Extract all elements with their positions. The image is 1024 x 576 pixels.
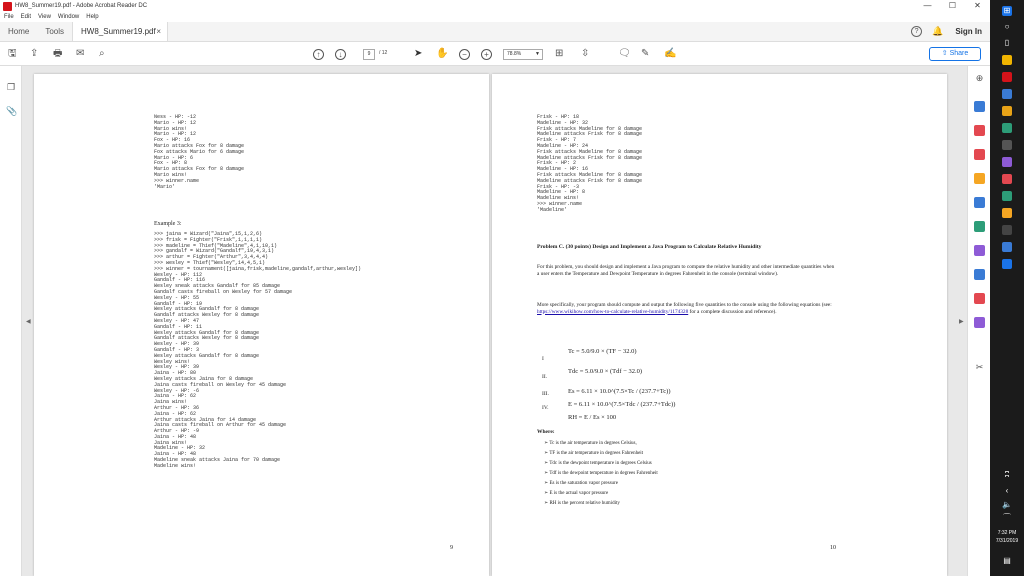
page-number-input[interactable]: 9 bbox=[363, 49, 375, 60]
code-example-3: >>> jaina = Wizard("Jaina",15,1,2,6) >>> frisk = Fighter("Frisk",1,1,1,1) >>> madeline = Thief("Madeline",4,1,10,1) >>> gandalf = Wizard("Gandalf",19,4,3,1) >>> arthur = Fighter("Arthur",3,4,4,4) >>> wesley = Thief("Wesley",14,4,5,1) >>> winner = tournament([jaina,frisk,madeline,gandalf,arthur,wesley]) Wesley - HP: 112 Gandalf - HP: 116 Wesley sneak attacks Gandalf for 85 damage Gandalf casts fireball on Wesley for 57 damage Wesley - HP: 55 Gandalf - HP: 19 Wesley attacks Gandalf for 8 damage Gandalf attacks Wesley for 8 damage Wesley - HP: 47 Gandalf - HP: 11 Wesley attacks Gandalf for 8 damage Gandalf attacks Wesley for 8 damage Wesley - HP: 39 Gandalf - HP: 3 Wesley attacks Gandalf for 8 damage Wesley wins! Wesley - HP: 39 Jaina - HP: 80 Wesley attacks Jaina for 8 damage Jaina casts fireball on Wesley for 45 damage Wesley - HP: -6 Jaina - HP: 62 Jaina wins! Arthur - HP: 36 Jaina - HP: 62 Arthur attacks Jaina for 14 damage Jaina casts fireball on Arthur for 45 damage Arthur - HP: -9 Jaina - HP: 48 Jaina wins! Madeline - HP: 32 Jaina - HP: 48 Madeline sneak attacks Jaina for 70 damage Madeline wins! bbox=[154, 231, 362, 469]
file-explorer-icon[interactable] bbox=[1002, 55, 1012, 65]
comment-icon[interactable]: 🗨 bbox=[618, 48, 631, 59]
where-item: ➢ Tc is the air temperature in degrees Celsius, bbox=[544, 441, 637, 446]
problem-c-title: Problem C. (30 points) Design and Implement a Java Program to Calculate Relative Humidity bbox=[537, 244, 762, 250]
notification-bell-icon[interactable]: 🔔 bbox=[932, 26, 944, 36]
taskbar-date[interactable]: 7/31/2019 bbox=[995, 538, 1019, 544]
chevron-down-icon: ▼ bbox=[535, 51, 540, 57]
where-item: ➢ Es is the saturation vapor pressure bbox=[544, 481, 618, 486]
app-icon[interactable] bbox=[1002, 157, 1012, 167]
tab-bar bbox=[0, 22, 990, 42]
equation-number-4: IV. bbox=[542, 405, 549, 411]
hand-tool-icon[interactable]: ✋ bbox=[436, 48, 449, 59]
where-item: ➢ RH is the percent relative humidity bbox=[544, 501, 620, 506]
start-button-icon[interactable]: ⊞ bbox=[1003, 6, 1011, 15]
people-icon[interactable]: ʭ bbox=[1004, 470, 1010, 479]
where-item: ➢ Tdc is the dewpoint temperature in degrees Celsius bbox=[544, 461, 652, 466]
export-pdf-icon[interactable] bbox=[974, 125, 985, 136]
menu-window[interactable]: Window bbox=[57, 14, 80, 20]
pdf-page-9 bbox=[34, 74, 489, 576]
acrobat-taskbar-icon[interactable] bbox=[1002, 72, 1012, 82]
where-item-text: Tdf is the dewpoint temperature in degrees Fahrenheit bbox=[549, 471, 658, 476]
minimize-button[interactable]: — bbox=[923, 1, 932, 10]
menu-view[interactable]: View bbox=[38, 14, 51, 20]
where-item-text: Tdc is the dewpoint temperature in degrees Celsius bbox=[549, 461, 652, 466]
where-label: Where: bbox=[537, 429, 555, 435]
page-number: 10 bbox=[830, 545, 836, 551]
app-icon[interactable] bbox=[1002, 140, 1012, 150]
equation-2: Tdc = 5.0/9.0 × (Tdf − 32.0) bbox=[568, 368, 642, 375]
acrobat-logo-icon bbox=[3, 2, 12, 11]
tools-pane bbox=[967, 66, 990, 576]
organize-pages-icon[interactable] bbox=[974, 149, 985, 160]
email-icon[interactable]: ✉ bbox=[76, 48, 85, 59]
page-thumbnails-icon[interactable]: ❐ bbox=[6, 82, 16, 92]
paragraph-2-text: More specifically, your program should compute and output the following five quantities to the console using the following equations (see: bbox=[537, 302, 832, 308]
where-item-text: RH is the percent relative humidity bbox=[549, 501, 620, 506]
where-item: ➢ TF is the air temperature in degrees Fahrenheit bbox=[544, 451, 644, 456]
edit-pdf-icon[interactable] bbox=[974, 197, 985, 208]
problem-paragraph-2 bbox=[537, 302, 837, 315]
where-item: ➢ Tdf is the dewpoint temperature in degrees Fahrenheit bbox=[544, 471, 658, 476]
tab-home[interactable]: Home bbox=[8, 27, 30, 36]
problem-paragraph-1: For this problem, you should design and implement a Java program to compute the relative humidity and other intermediate quantities when a user enters the Temperature and Dewpoint Temperature in degrees Fahrenheit in the console (terminal window). bbox=[537, 264, 835, 277]
left-navigation-pane bbox=[0, 66, 22, 576]
fill-sign-icon[interactable] bbox=[974, 245, 985, 256]
upload-icon[interactable]: ⇪ bbox=[30, 48, 39, 59]
equation-5: RH = E / Es × 100 bbox=[568, 414, 617, 421]
tab-tools[interactable]: Tools bbox=[45, 27, 65, 36]
protect-icon[interactable] bbox=[974, 269, 985, 280]
search-icon[interactable]: ⌕ bbox=[99, 48, 105, 59]
scroll-mode-icon[interactable]: ⇳ bbox=[581, 48, 590, 59]
app-icon[interactable] bbox=[1002, 89, 1012, 99]
app-icon[interactable] bbox=[1002, 225, 1012, 235]
equation-1: Tc = 5.0/9.0 × (TF − 32.0) bbox=[568, 348, 637, 355]
previous-page-icon[interactable]: ↑ bbox=[313, 49, 324, 60]
page-total: / 12 bbox=[379, 50, 388, 56]
where-item-text: TF is the air temperature in degrees Fahrenheit bbox=[549, 451, 644, 456]
create-pdf-icon[interactable] bbox=[974, 101, 985, 112]
where-item-text: Es is the saturation vapor pressure bbox=[549, 481, 618, 486]
window-title: HW8_Summer19.pdf - Adobe Acrobat Reader DC bbox=[15, 3, 148, 9]
maximize-button[interactable]: ☐ bbox=[948, 1, 957, 10]
sign-in-button[interactable]: Sign In bbox=[955, 27, 982, 36]
share-label: Share bbox=[949, 50, 969, 57]
where-item: ➢ E is the actual vapor pressure bbox=[544, 491, 609, 496]
where-item-text: E is the actual vapor pressure bbox=[549, 491, 609, 496]
equation-number-3: III. bbox=[542, 391, 549, 397]
send-review-icon[interactable] bbox=[974, 293, 985, 304]
example-3-label: Example 3: bbox=[154, 221, 182, 227]
app-icon[interactable] bbox=[1002, 208, 1012, 218]
windows-taskbar bbox=[990, 0, 1024, 576]
close-window-button[interactable]: ✕ bbox=[974, 1, 981, 10]
sign-tool-icon[interactable] bbox=[974, 317, 985, 328]
combine-files-icon[interactable] bbox=[974, 221, 985, 232]
equation-3: Es = 6.11 × 10.0^(7.5×Tc / (237.7+Tc)) bbox=[568, 388, 671, 395]
zoom-dropdown[interactable] bbox=[503, 49, 543, 60]
print-icon[interactable]: 🖶 bbox=[53, 48, 63, 59]
chrome-icon[interactable] bbox=[1002, 106, 1012, 116]
menu-help[interactable]: Help bbox=[86, 14, 99, 20]
zoom-icon[interactable]: ⊕ bbox=[975, 73, 984, 83]
more-tools-icon[interactable]: ✂ bbox=[975, 362, 984, 372]
wikihow-link[interactable]: https://www.wikihow.com/how-to-calculate-relative-humidity/1174328 bbox=[537, 308, 689, 315]
pdf-page-10 bbox=[492, 74, 947, 576]
page-number: 9 bbox=[450, 545, 453, 551]
share-icon: ⇧ bbox=[941, 50, 950, 57]
network-icon[interactable]: ⌒ bbox=[1003, 513, 1011, 522]
task-view-icon[interactable]: ▯ bbox=[1004, 38, 1010, 47]
app-icon[interactable] bbox=[1002, 123, 1012, 133]
zoom-out-icon[interactable]: − bbox=[459, 49, 470, 60]
page-view-icon[interactable]: ⊞ bbox=[555, 48, 564, 59]
comment-tool-icon[interactable] bbox=[974, 173, 985, 184]
share-button[interactable] bbox=[929, 47, 981, 61]
window-controls bbox=[915, 0, 990, 12]
title-bar bbox=[0, 0, 990, 12]
show-hidden-icons-icon[interactable]: ‹ bbox=[1005, 486, 1009, 495]
volume-icon[interactable]: 🔈 bbox=[1002, 500, 1012, 509]
highlight-pen-icon[interactable]: ✎ bbox=[641, 48, 650, 59]
tab-document[interactable] bbox=[72, 22, 168, 41]
app-icon[interactable] bbox=[1002, 259, 1012, 269]
taskbar-time[interactable]: 7:32 PM bbox=[997, 530, 1017, 536]
collapse-right-pane-icon[interactable]: ▶ bbox=[959, 319, 964, 325]
collapse-left-pane-icon[interactable]: ◀ bbox=[26, 319, 31, 325]
app-icon[interactable] bbox=[1002, 191, 1012, 201]
tab-document-label: HW8_Summer19.pdf bbox=[81, 27, 156, 36]
tabbar-right bbox=[911, 22, 990, 41]
equation-number-1: I bbox=[542, 356, 544, 362]
where-item-text: Tc is the air temperature in degrees Celsius, bbox=[549, 441, 637, 446]
document-viewer[interactable] bbox=[22, 66, 967, 576]
sign-icon[interactable]: ✍ bbox=[664, 48, 677, 59]
attachments-paperclip-icon[interactable]: 📎 bbox=[6, 106, 18, 116]
menu-file[interactable]: File bbox=[4, 14, 14, 20]
equation-number-2: II. bbox=[542, 374, 548, 380]
zoom-in-icon[interactable]: + bbox=[481, 49, 492, 60]
search-icon[interactable]: ○ bbox=[1004, 22, 1010, 31]
close-tab-icon[interactable]: × bbox=[156, 27, 162, 36]
notification-center-icon[interactable]: ▤ bbox=[1003, 556, 1011, 565]
code-output-top: Ness - HP: -12 Mario - HP: 12 Mario wins! Mario - HP: 12 Fox - HP: 16 Mario attacks Fox for 8 damage Fox attacks Mario for 6 damage Mario - HP: 6 Fox - HP: 8 Mario attacks Fox for 8 damage Mario wins! >>> winner.name 'Mario' bbox=[154, 114, 245, 190]
next-page-icon[interactable]: ↓ bbox=[335, 49, 346, 60]
zoom-value: 78.8% bbox=[507, 51, 522, 57]
toolbar bbox=[0, 42, 990, 66]
save-icon[interactable]: 🖫 bbox=[8, 48, 17, 59]
menu-bar bbox=[0, 12, 990, 22]
app-icon[interactable] bbox=[1002, 242, 1012, 252]
app-icon[interactable] bbox=[1002, 174, 1012, 184]
equation-4: E = 6.11 × 10.0^(7.5×Tdc / (237.7+Tdc)) bbox=[568, 401, 676, 408]
paragraph-2-text-end: for a complete discussion and reference). bbox=[688, 308, 777, 315]
menu-edit[interactable]: Edit bbox=[20, 14, 32, 20]
code-output-top: Frisk - HP: 18 Madeline - HP: 32 Frisk attacks Madeline for 8 damage Madeline attacks Frisk for 8 damage Frisk - HP: 7 Madeline - HP: 24 Frisk attacks Madeline for 8 damage Madeline attacks Frisk for 8 damage Frisk - HP: 2 Madeline - HP: 16 Frisk attacks Madeline for 8 damage Madeline attacks Frisk for 8 damage Frisk - HP: -3 Madeline - HP: 8 Madeline wins! >>> winner.name 'Madeline' bbox=[537, 114, 643, 213]
select-cursor-icon[interactable]: ➤ bbox=[414, 48, 423, 59]
help-icon[interactable]: ? bbox=[911, 26, 922, 37]
